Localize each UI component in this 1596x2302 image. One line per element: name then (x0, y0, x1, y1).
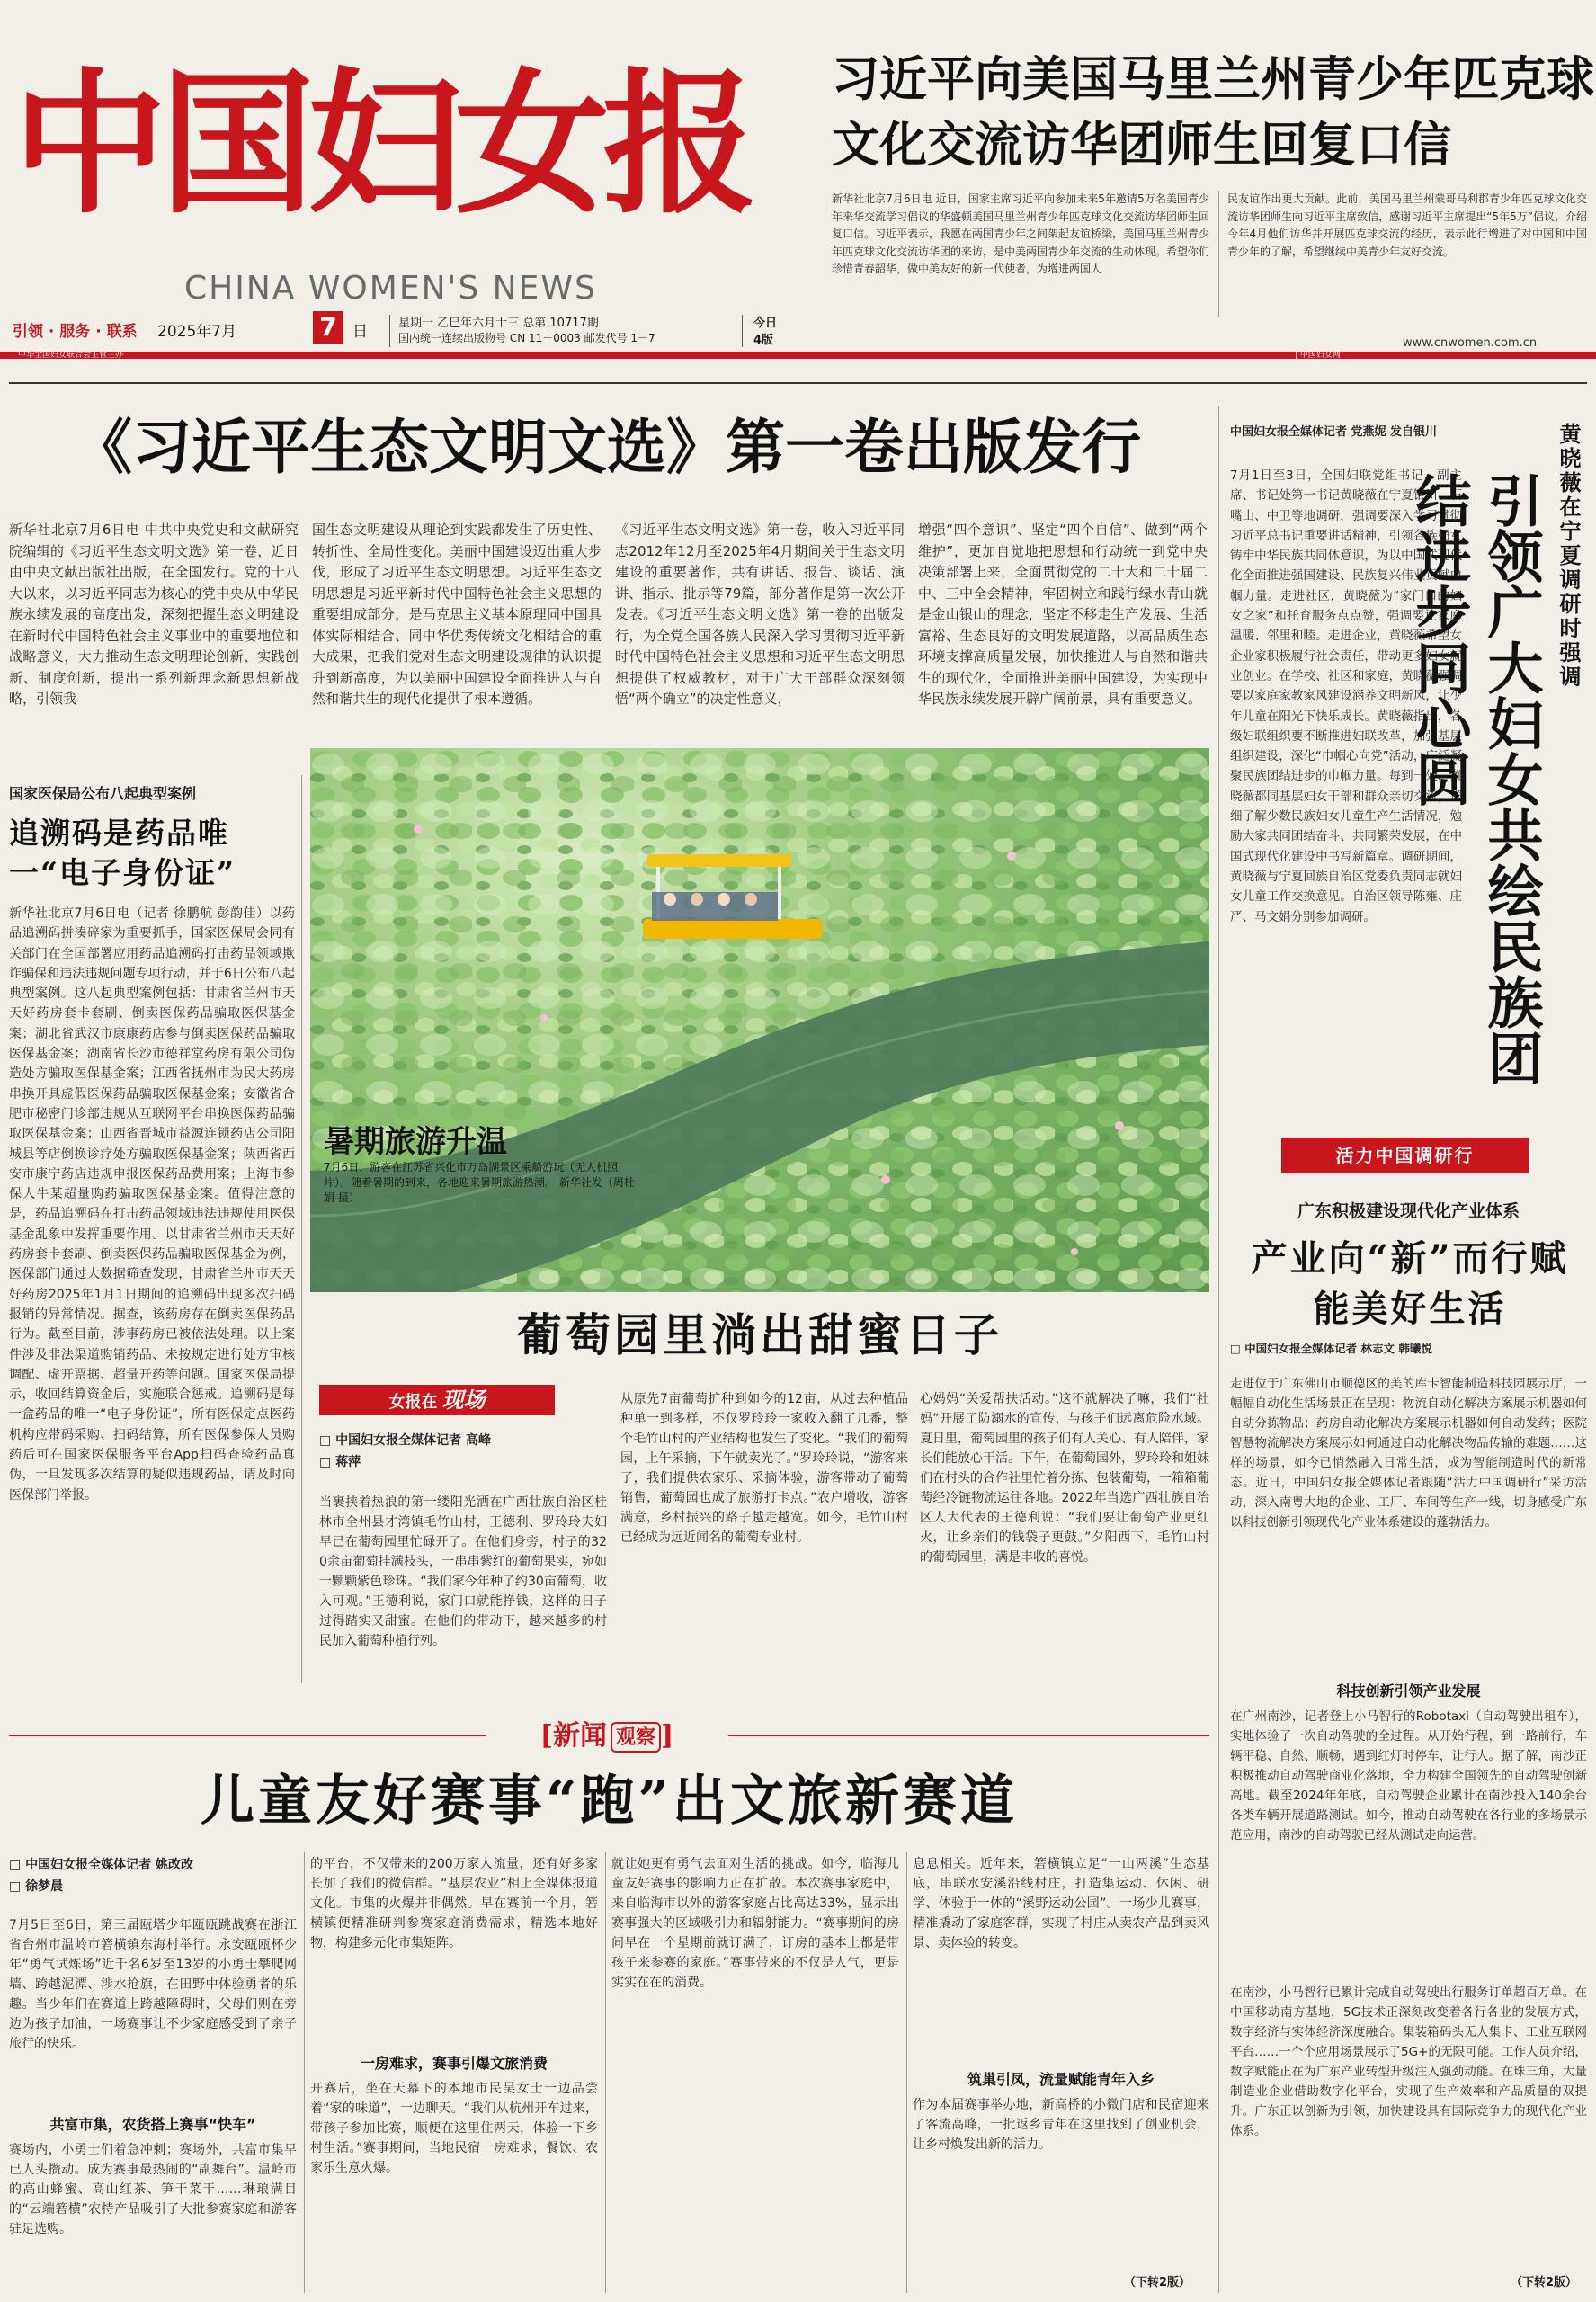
news-watch-col2: 的平台，不仅带来的200万家人流量，还有好多家长加了我们的微信群。“基层农业”相上全媒体报道文化。市集的火爆并非偶然。早在赛前一个月，箬横镇便精准研判参赛家庭消费需求，精选本地好物，构建多元化市集矩阵。 (310, 1857, 598, 1950)
grape-tag-script: 现场 (441, 1387, 486, 1413)
masthead-english: CHINA WOMEN'S NEWS (184, 270, 597, 307)
top-story-body-right: 民友谊作出更大贡献。此前，美国马里兰州蒙哥马利郡青少年匹克球文化交流访华团师生向习近平主席致信，感谢习近平主席提出“5年5万”倡议，介绍今年4月他们访华并开展匹克球交流的经历，表示此行增进了对中国和中国青少年的了解，希望继续中美青少年友好交流。 (1227, 192, 1587, 258)
right-vertical-kicker: 黄晓薇在宁夏调研时强调 (1556, 423, 1581, 690)
news-watch-tag: [新闻 观察 ] (539, 1720, 674, 1752)
main-body-col4: 增强“四个意识”、坚定“四个自信”、做到“两个维护”，更加自觉地把思想和行动统一到党中央决策部署上来，全面贯彻党的二十大和二十届二中、三中全会精神，牢固树立和践行绿水青山就是金山银山的理念，坚定不移走生产发展、生活富裕、生态良好的文明发展道路，以高品质生态环境支撑高质量发展，加快推进人与自然和谐共生的现代化，全面推进美丽中国建设，为实现中华民族永续发展开辟广阔前景，具有重要意义。 (918, 522, 1208, 707)
top-story-divider (1218, 191, 1219, 317)
survey-body-2: 在广州南沙，记者登上小马智行的Robotaxi（自动驾驶出租车），实地体验了一次自动驾驶的全过程。从开始行程，到一路前行，车辆平稳、自然、顺畅，遇到红灯时停车，让行人。据了解，南沙正积极推动自动驾驶商业化落地，全力构建全国领先的自动驾驶创新高地。截至2024年年底，自动驾驶企业累计在南沙投入140余台各类车辆开展道路测试。如今，推动自动驾驶在各行业的多场景示范应用，南沙的自动驾驶已经从测试走向运营。 (1230, 1709, 1587, 1842)
main-body-col2: 国生态文明建设从理论到实践都发生了历史性、转折性、全局性变化。美丽中国建设迈出重大步伐，形成了习近平生态文明思想。习近平生态文明思想是习近平新时代中国特色社会主义思想的重要组成部分，是马克思主义基本原理同中国具体实际相结合、同中华优秀传统文化相结合的重大成果，把我们党对生态文明建设规律的认识提升到新高度，为以美丽中国建设全面推进人与自然和谐共生的现代化提供了根本遵循。 (312, 522, 602, 707)
weekday-lunar: 星期一 乙巳年六月十三 总第 10717期 (398, 317, 599, 330)
photo-caption: 7月6日，游客在江苏省兴化市万岛湖景区乘船游玩（无人机照片）。随着暑期的到来，各地迎来暑期旅游热潮。 新华社发（周杜娟 摄） (324, 1161, 635, 1204)
main-body-col1: 新华社北京7月6日电 中共中央党史和文献研究院编辑的《习近平生态文明文选》第一卷，近日由中央文献出版社出版，在全国发行。党的十八大以来，以习近平同志为核心的党中央从中华民族永续发展的高度出发，深刻把握生态文明建设在新时代中国特色社会主义事业中的重要地位和战略意义，大力推动生态文明理论创新、实践创新、制度创新，提出一系列新理念新思想新战略，引领我 (9, 522, 299, 707)
issue-date: 2025年7月 (157, 323, 237, 341)
website-strip: | 中国妇女网 (1295, 351, 1341, 360)
grape-headline: 葡萄园里淌出甜蜜日子 (517, 1308, 1003, 1361)
serial-number: 国内统一连续出版物号 CN 11－0003 邮发代号 1－7 (398, 332, 655, 344)
news-watch-col2-subhead: 一房难求，赛事引爆文旅消费 (360, 2055, 548, 2072)
news-watch-col4: 息息相关。近年来，箬横镇立足“一山两溪”生态基底，串联水安溪沿线村庄，打造集运动、休闲、研学、体验于一体的“溪野运动公园”。一场少儿赛事，精准撬动了家庭客群，实现了村庄从卖农产品到卖风景、卖体验的转变。 (913, 1857, 1209, 1950)
left-headline: 追溯码是药品唯一“电子身份证” (9, 816, 236, 890)
masthead-info-bar (0, 312, 805, 351)
top-story-headline-2: 文化交流访华团师生回复口信 (832, 117, 1451, 173)
info-divider (389, 315, 390, 347)
grape-body-col3: 心妈妈“关爱帮扶活动。”这不就解决了嘛，我们“社妈”开展了防溺水的宣传，与孩子们远离危险水域。夏日里，葡萄园里的孩子们有人关心、有人陪伴，家长们能放心干活。下午，在葡萄园外，罗玲玲和姐妹们在村头的合作社里忙着分拣、包装葡萄，一箱箱葡萄经冷链物流运往各地。2022年当选广西壮族自治区人大代表的王德利说：“我们要让葡萄产业更红火，让乡亲们的钱袋子更鼓。”夕阳西下，毛竹山村的葡萄园里，满是丰收的喜悦。 (920, 1392, 1209, 1565)
grape-byline-1: □ 中国妇女报全媒体记者 高峰 (319, 1433, 491, 1448)
website-url: www.cnwomen.com.cn (1403, 336, 1538, 350)
top-story-headline-1: 习近平向美国马里兰州青少年匹克球 (832, 51, 1594, 107)
news-watch-continued: （下转2版） (1124, 2276, 1191, 2289)
grape-section-tag (319, 1385, 555, 1415)
grape-tag-plain: 女报在 (388, 1393, 438, 1412)
left-column-divider (301, 775, 302, 1683)
right-vertical-headline: 引领广大妇女共绘民族团结进步同心圆 (1406, 472, 1544, 1085)
grape-body-col2: 从原先7亩葡萄扩种到如今的12亩，从过去种植品种单一到多样，不仅罗玲玲一家收入翻了几番，整个毛竹山村的产业结构也发生了变化。“我们的葡萄园，上午采摘，下午就卖光了。”罗玲玲说，“游客来了，我们提供农家乐、采摘体验，游客带动了葡萄销售，葡萄园也成了旅游打卡点。”农户增收，游客满意，乡村振兴的路子越走越宽。如今，毛竹山村已经成为远近闻名的葡萄专业村。 (620, 1392, 908, 1545)
left-body: 新华社北京7月6日电（记者 徐鹏航 彭韵佳）以药品追溯码拼凑碎家为重要抓手，国家医保局会同有关部门在全国部署应用药品追溯码打击药品领域欺诈骗保和违法违规问题专项行动，并于6日公布八起典型案例。这八起典型案例包括：甘肃省兰州市天天好药房套卡套刷、倒卖医保药品骗取医保基金案；湖北省武汉市康康药店参与倒卖医保药品骗取医保基金案；湖南省长沙市德祥堂药房有限公司伪造处方骗取医保基金案；江西省抚州市为民大药房串换开具虚假医保药品骗取医保基金案；安徽省合肥市秘密门诊部违规从互联网平台串换医保药品骗取医保基金案；山西省晋城市益源连锁药店公司阳城县等店倒换诊疗处方骗取医保基金案；陕西省西安市康宁药店违规申报医保药品费用案；上海市参保人牛某超量购药骗取医保基金案。值得注意的是，药品追溯码在打击药品领域违法违规使用医保基金乱象中发挥重要作用。以甘肃省兰州市天天好药房套卡套刷、倒卖医保药品骗取医保基金为例，医保部门通过大数据筛查发现，甘肃省兰州市天天好药房2025年1月1日期间的追溯码出现多次扫码报销的异常情况。据查，该药房存在倒卖医保药品行为。截至目前，涉事药房已被依法处理。以上案件涉及非法渠道购销药品、未按规定进行处方审核调配、虚开票据、超量开药等问题。国家医保局提示，收回结算资金后，实施联合惩戒。追溯码是每一盒药品的唯一“电子身份证”，所有医保定点医药机构应带码采购、扫码结算，所有医保参保人员购药后可在国家医保服务平台App扫码查验药品真伪，一旦发现多次结算的疑似违规药品，请及时向医保部门举报。 (9, 906, 295, 1503)
news-watch-byline-2: □ 徐梦晨 (9, 1879, 64, 1894)
red-strip (0, 352, 1596, 359)
grape-body-col1: 当裹挟着热浪的第一缕阳光洒在广西壮族自治区桂林市全州县才湾镇毛竹山村，王德利、罗玲玲夫妇早已在葡萄园里忙碌开了。在他们身旁，村子的320余亩葡萄挂满枝头，一串串紫红的葡萄果实，宛如一颗颗紫色珍珠。“我们家今年种了约30亩葡萄，收入可观。”王德利说，家门口就能挣钱，这样的日子过得踏实又甜蜜。在他们的带动下，越来越多的村民加入葡萄种植行列。 (319, 1495, 607, 1648)
section-rule-top (9, 382, 1587, 384)
left-kicker: 国家医保局公布八起典型案例 (9, 785, 197, 802)
news-watch-divider-1 (304, 1852, 305, 2293)
issue-day-badge: 7 (313, 311, 343, 344)
survey-banner: 活力中国调研行 (1281, 1138, 1529, 1173)
pages-label: 4版 (753, 334, 774, 347)
survey-headline: 产业向“新”而行赋能美好生活 (1251, 1237, 1569, 1330)
top-story-body-left: 新华社北京7月6日电 近日，国家主席习近平向参加未来5年邀请5万名美国青少年来华交流学习倡议的华盛顿美国马里兰州青少年匹克球文化交流访华团师生回复口信。习近平表示，我愿在两国青少年之间架起友谊桥梁，美国马里兰州青少年匹克球文化交流访华团的来访，是中美两国青少年交流的生动体现。希望你们珍惜青春韶华，做中美友好的新一代使者，为增进两国人 (832, 192, 1210, 275)
news-watch-col1-subhead: 共富市集，农货搭上赛事“快车” (49, 2116, 256, 2133)
news-watch-col1-sub-body: 赛场内，小勇士们着急冲刺；赛场外，共富市集早已人头攒动。成为赛事最热闹的“副舞台”。温岭市的高山蜂蜜、高山红茶、笋干菜干……琳琅满目的“云端箬横”农特产品吸引了大批参赛家庭和游客驻足选购。 (9, 2143, 297, 2236)
news-watch-rule-left (9, 1735, 486, 1736)
news-watch-col1: 7月5日至6日，第三届瓯塔少年瓯瓯跳战赛在浙江省台州市温岭市箬横镇东海村举行。永安瓯瓯杯少年“勇气试炼场”近千名6岁至13岁的小勇士攀爬网墙、跨越泥潭、涉水抢旗，在田野中体验勇者的乐趣。当少年们在赛道上跨越障碍时，父母们则在旁边为孩子加油，一场赛事让不少家庭感受到了亲子旅行的快乐。 (9, 1918, 297, 2051)
survey-continued: （下转2版） (1511, 2276, 1578, 2289)
survey-body-3: 在南沙，小马智行已累计完成自动驾驶出行服务订单超百万单。在中国移动南方基地，5G技术正深刻改变着各行各业的发展方式，数字经济与实体经济深度融合。集装箱码头无人集卡、工业互联网平台……一个个应用场景展示了5G+的无限可能。工作人员介绍，数字赋能正在为广东产业转型升级注入强劲动能。在珠三角，大量制造业企业借助数字化平台，实现了生产效率和产品质量的双提升。广东正以创新为引领，加快建设具有国际竞争力的现代化产业体系。 (1230, 1985, 1587, 2138)
news-watch-tag-box: 观察 (611, 1722, 661, 1753)
main-headline: 《习近平生态文明文选》第一卷出版发行 (73, 412, 1141, 482)
news-watch-byline-1: □ 中国妇女报全媒体记者 姚改改 (9, 1858, 193, 1872)
info-divider-2 (742, 315, 743, 347)
right-byline: 中国妇女报全媒体记者 党燕妮 发自银川 (1230, 425, 1438, 439)
news-watch-col4-subhead: 筑巢引凤，流量赋能青年入乡 (967, 2071, 1155, 2088)
news-watch-rule-right (728, 1735, 1209, 1736)
news-watch-col2-sub-body: 开赛后，坐在天幕下的本地市民吴女士一边品尝着“家的味道”，一边聊天。“我们从杭州开车过来，带孩子参加比赛，顺便在这里住两天，体验一下乡村生活。”赛事期间，当地民宿一房难求，餐饮、农家乐生意火爆。 (310, 2082, 598, 2175)
survey-kicker: 广东积极建设现代化产业体系 (1297, 1201, 1520, 1221)
news-watch-divider-2 (605, 1852, 606, 2293)
main-body-col3: 《习近平生态文明文选》第一卷，收入习近平同志2012年12月至2025年4月期间关于生态文明建设的重要著作，共有讲话、报告、谈话、演讲、指示、批示等79篇，部分著作是第一次公开发表。《习近平生态文明文选》第一卷的出版发行，为全党全国各族人民深入学习贯彻习近平新时代中国特色社会主义思想和习近平生态文明思想提供了权威教材，对于广大干部群众深刻领悟“两个确立”的决定性意义， (615, 522, 905, 707)
issue-day-suffix: 日 (352, 323, 368, 341)
lotus-photo (310, 748, 1209, 1292)
publisher-strip: 中华全国妇女联合会主管主办 (18, 351, 124, 360)
slogan: 引领 · 服务 · 联系 (13, 323, 138, 341)
masthead-logo: 中国妇女报 (13, 52, 750, 235)
survey-byline: □ 中国妇女报全媒体记者 林志文 韩曦悦 (1230, 1342, 1432, 1355)
news-watch-col4-sub-body: 作为本届赛事举办地，新高桥的小微门店和民宿迎来了客流高峰，一批返乡青年在这里找到了创业机会，让乡村焕发出新的活力。 (913, 2098, 1209, 2152)
photo-title: 暑期旅游升温 (324, 1124, 507, 1160)
bottom-right-divider (1218, 1985, 1219, 2293)
news-watch-col3: 就让她更有勇气去面对生活的挑战。如今，临海儿童友好赛事的影响力正在扩散。本次赛事家庭中，来自临海市以外的游客家庭占比高达33%，显示出赛事强大的区域吸引力和辐射能力。“赛事期间的房间早在一个星期前就订满了，订房的基本上都是带孩子来参赛的家庭。”赛事带来的不仅是人气，更是实实在在的消费。 (611, 1857, 899, 1990)
grape-byline-2: □ 蒋萍 (319, 1455, 361, 1469)
news-watch-headline: 儿童友好赛事“跑”出文旅新赛道 (200, 1770, 1019, 1833)
news-watch-divider-3 (906, 1852, 907, 2293)
survey-subhead: 科技创新引领产业发展 (1336, 1682, 1481, 1700)
right-body: 7月1日至3日，全国妇联党组书记、副主席、书记处第一书记黄晓薇在宁夏银川、石嘴山、中卫等地调研，强调要深入学习贯彻习近平总书记重要讲话精神，引领各族妇女铸牢中华民族共同体意识，为以中国式现代化全面推进强国建设、民族复兴伟业贡献巾帼力量。走进社区，黄晓薇为“家门口的妇女之家”和托育服务点点赞，强调要让家庭温暖、邻里和睦。走进企业，黄晓薇希望女企业家积极履行社会责任，带动更多妇女就业创业。在学校、社区和家庭，黄晓薇强调要以家庭家教家风建设涵养文明新风，让少年儿童在阳光下快乐成长。黄晓薇指出，各级妇联组织要不断推进妇联改革，加强基层组织建设，深化“巾帼心向党”活动，广泛凝聚民族团结进步的巾帼力量。每到一处，黄晓薇都同基层妇女干部和群众亲切交流，详细了解少数民族妇女儿童生产生活情况，勉励大家共同团结奋斗、共同繁荣发展，在中国式现代化建设中书写新篇章。调研期间，黄晓薇与宁夏回族自治区党委负责同志就妇女儿童工作交换意见。自治区领导陈雍、庄严、马文娟分别参加调研。 (1230, 468, 1462, 924)
news-watch-tag-plain: 新闻 (552, 1720, 607, 1752)
survey-body-1: 走进位于广东佛山市顺德区的美的库卡智能制造科技园展示厅，一幅幅自动化生活场景正在呈现：物流自动化解决方案展示机器如何自动分拣物品；药房自动化解决方案展示机器如何自动发药；医院智慧物流解决方案展示如何通过自动化解决物品传输的难题……这样的场景，如今已悄然融入日常生活，成为智能制造时代的新常态。近日，中国妇女报全媒体记者跟随“活力中国调研行”采访活动，深入南粤大地的企业、工厂、车间等生产一线，切身感受广东以科技创新引领现代化产业体系建设的蓬勃活力。 (1230, 1377, 1587, 1530)
today-label: 今日 (753, 317, 778, 330)
right-column-divider (1218, 406, 1219, 1985)
